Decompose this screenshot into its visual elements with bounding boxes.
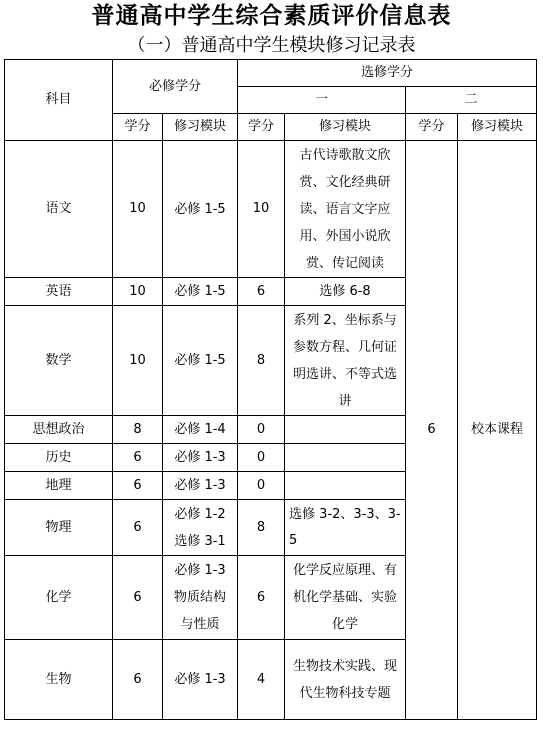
e1-module-cell [285, 472, 406, 500]
e1-module-cell: 化学反应原理、有 机化学基础、实验 化学 [285, 556, 406, 640]
req-module-cell: 必修 1-2 选修 3-1 [163, 500, 238, 556]
req-module-cell: 必修 1-3 物质结构 与性质 [163, 556, 238, 640]
e1-credit-cell: 6 [238, 556, 285, 640]
e1-module-cell: 选修 3-2、3-3、3-5 [285, 500, 406, 556]
subject-cell: 化学 [5, 556, 113, 640]
e1-credit-cell: 4 [238, 640, 285, 720]
e1-module-cell: 生物技术实践、现 代生物科技专题 [285, 640, 406, 720]
subject-cell: 数学 [5, 306, 113, 416]
page-subtitle: （一）普通高中学生模块修习记录表 [127, 35, 416, 56]
e2-module-cell: 校本课程 [458, 141, 537, 720]
e1-credit-cell: 6 [238, 278, 285, 306]
req-module-cell: 必修 1-5 [163, 141, 238, 278]
req-credit-cell: 6 [113, 556, 163, 640]
table-row [5, 141, 537, 278]
subject-cell: 思想政治 [5, 416, 113, 444]
e1-credit-cell: 8 [238, 306, 285, 416]
e1-credit-cell: 8 [238, 500, 285, 556]
subject-cell: 语文 [5, 141, 113, 278]
header-required: 必修学分 [113, 60, 238, 114]
subject-cell: 生物 [5, 640, 113, 720]
subject-cell: 物理 [5, 500, 113, 556]
req-credit-cell: 6 [113, 500, 163, 556]
e1-credit-cell: 0 [238, 416, 285, 444]
header-elective-1: 一 [238, 87, 406, 114]
header-e2-module: 修习模块 [458, 114, 537, 141]
req-module-cell: 必修 1-5 [163, 306, 238, 416]
req-credit-cell: 10 [113, 141, 163, 278]
req-module-cell: 必修 1-4 [163, 416, 238, 444]
e1-module-cell [285, 444, 406, 472]
e1-module-cell: 系列 2、坐标系与 参数方程、几何证 明选讲、不等式选 讲 [285, 306, 406, 416]
subject-cell: 地理 [5, 472, 113, 500]
subject-cell: 历史 [5, 444, 113, 472]
subject-cell: 英语 [5, 278, 113, 306]
page-title: 普通高中学生综合素质评价信息表 [91, 3, 452, 29]
e1-module-cell: 古代诗歌散文欣 赏、文化经典研 读、语言文字应 用、外国小说欣 赏、传记阅读 [285, 141, 406, 278]
e1-module-cell [285, 416, 406, 444]
e2-credit-cell: 6 [406, 141, 458, 720]
req-module-cell: 必修 1-3 [163, 472, 238, 500]
req-credit-cell: 8 [113, 416, 163, 444]
header-e1-credit: 学分 [238, 114, 285, 141]
req-credit-cell: 6 [113, 640, 163, 720]
header-subject: 科目 [5, 60, 113, 141]
header-req-credit: 学分 [113, 114, 163, 141]
header-req-module: 修习模块 [163, 114, 238, 141]
e1-module-cell: 选修 6-8 [285, 278, 406, 306]
req-module-cell: 必修 1-5 [163, 278, 238, 306]
e1-credit-cell: 0 [238, 472, 285, 500]
header-elective: 选修学分 [238, 60, 537, 87]
module-record-table [4, 59, 537, 720]
req-credit-cell: 6 [113, 472, 163, 500]
req-credit-cell: 6 [113, 444, 163, 472]
header-e1-module: 修习模块 [285, 114, 406, 141]
header-e2-credit: 学分 [406, 114, 458, 141]
header-elective-2: 二 [406, 87, 537, 114]
e1-credit-cell: 10 [238, 141, 285, 278]
e1-credit-cell: 0 [238, 444, 285, 472]
req-credit-cell: 10 [113, 306, 163, 416]
req-credit-cell: 10 [113, 278, 163, 306]
req-module-cell: 必修 1-3 [163, 444, 238, 472]
req-module-cell: 必修 1-3 [163, 640, 238, 720]
